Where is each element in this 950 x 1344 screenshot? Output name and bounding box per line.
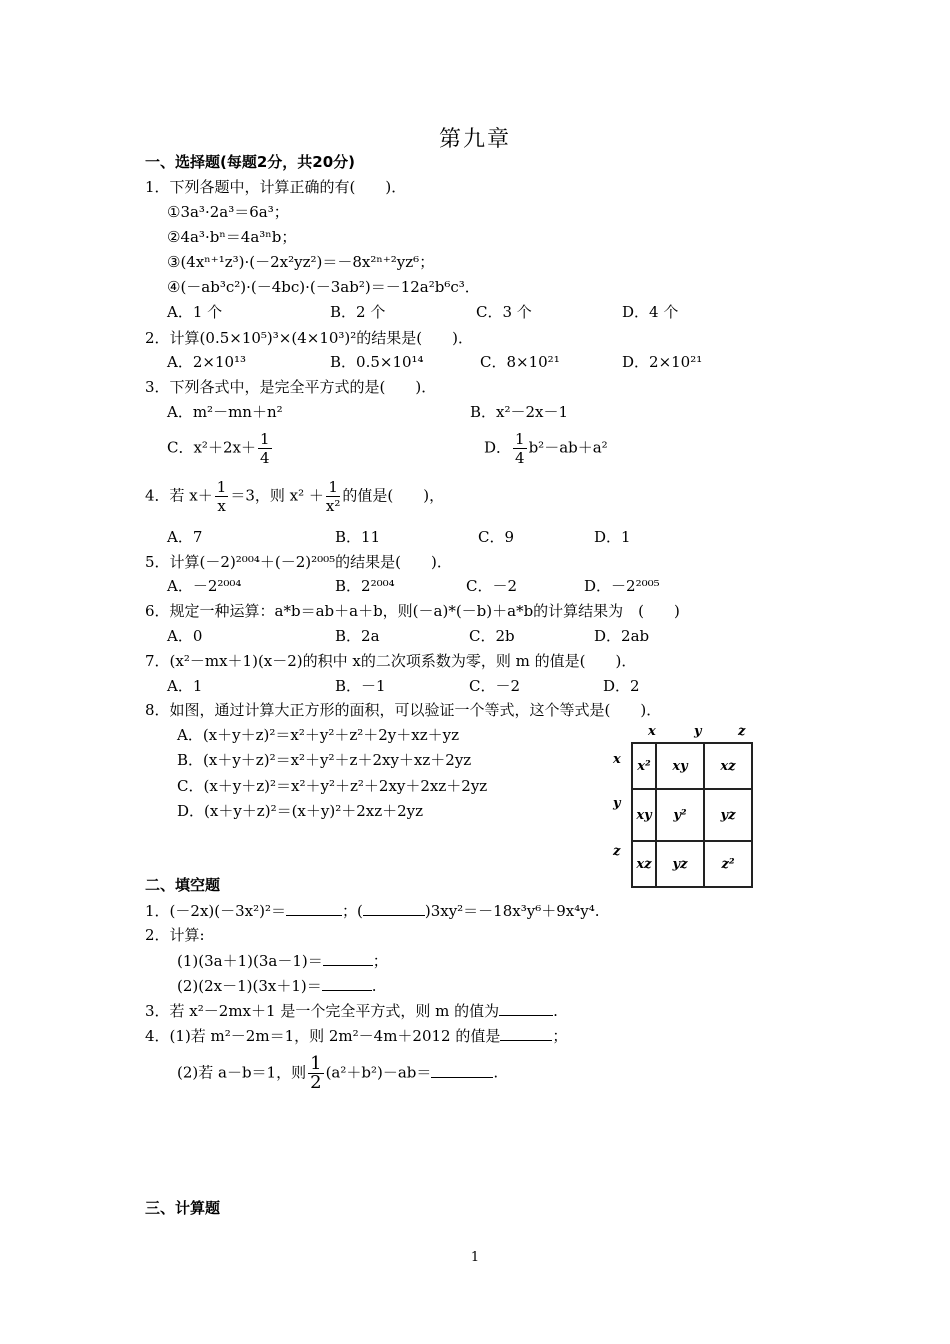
fraction-denominator: 4 (515, 449, 525, 467)
question-6-option-d: D．2ab (594, 627, 650, 645)
question-1-item-2: ②4a³·bⁿ＝4a³ⁿb； (167, 228, 297, 246)
question-5-option-a: A．－2²⁰⁰⁴ (167, 577, 242, 595)
fill-question-3-text: 3．若 x²－2mx＋1 是一个完全平方式，则 m 的值为 (145, 1002, 500, 1020)
question-2-option-a: A．2×10¹³ (167, 353, 247, 371)
question-2-option-d: D．2×10²¹ (622, 353, 703, 371)
fraction (215, 478, 229, 515)
question-1-item-3: ③(4xⁿ⁺¹z³)·(－2x²yz²)＝－8x²ⁿ⁺²yz⁶； (167, 253, 435, 271)
square-area-figure (608, 722, 778, 882)
page-number: 1 (470, 1250, 480, 1265)
figure-row-header: x (613, 752, 621, 767)
fill-question-1-part-c: )3xy²＝－18x³y⁶＋9x⁴y⁴. (424, 902, 600, 920)
fraction (258, 430, 272, 467)
figure-col-header: y (694, 724, 702, 739)
question-8-stem: 8．如图，通过计算大正方形的面积，可以验证一个等式，这个等式是( )． (145, 701, 662, 719)
figure-cell: y² (656, 789, 704, 841)
answer-blank[interactable] (500, 1025, 552, 1041)
fill-question-4-part-2 (177, 1055, 498, 1092)
section-heading-fill: 二、填空题 (145, 876, 221, 894)
fill-question-2-part-1-text: (1)(3a＋1)(3a－1)＝ (177, 952, 323, 970)
fraction-numerator: 1 (515, 430, 525, 448)
question-1-stem: 1．下列各题中，计算正确的有( )． (145, 178, 407, 196)
fraction-numerator: 1 (310, 1053, 322, 1074)
question-3-option-a: A．m²－mn＋n² (167, 403, 283, 421)
punctuation: ； (552, 1027, 568, 1045)
question-2-option-c: C．8×10²¹ (480, 353, 560, 371)
fraction-numerator: 1 (259, 430, 270, 448)
question-7-option-b: B．－1 (335, 677, 386, 695)
answer-blank[interactable] (322, 975, 372, 991)
fill-question-4-part-1 (145, 1025, 567, 1046)
fill-question-2-part-2-text: (2)(2x－1)(3x＋1)＝ (177, 977, 322, 995)
option-label: D． (484, 438, 512, 457)
fill-question-1-part-b: ；( (341, 902, 363, 920)
question-6-stem: 6．规定一种运算：a*b＝ab＋a＋b，则(－a)*(－b)＋a*b的计算结果为 ( ) (145, 602, 680, 620)
figure-cell: yz (704, 789, 752, 841)
question-4-stem-mid: ＝3，则 x² ＋ (230, 486, 324, 505)
question-6-option-a: A．0 (167, 627, 203, 645)
question-1-option-b: B．2 个 (330, 303, 386, 321)
question-1-item-4: ④(－ab³c²)·(－4bc)·(－3ab²)＝－12a²b⁶c³． (167, 278, 480, 296)
question-7-option-c: C．－2 (469, 677, 521, 695)
section-heading-calc: 三、计算题 (145, 1199, 221, 1217)
fill-question-2-part-2 (177, 975, 377, 996)
section-heading-choice: 一、选择题(每题2分，共20分) (145, 153, 356, 171)
fraction (513, 430, 527, 467)
punctuation: ； (372, 952, 388, 970)
fraction-numerator: 1 (216, 478, 227, 496)
question-3-option-b: B．x²－2x－1 (470, 403, 569, 421)
figure-cell: xy (656, 743, 704, 789)
figure-cell: xy (632, 789, 656, 841)
question-3-stem: 3．下列各式中，是完全平方式的是( )． (145, 378, 437, 396)
figure-row-header: y (613, 796, 621, 811)
question-2-option-b: B．0.5×10¹⁴ (330, 353, 424, 371)
answer-blank[interactable] (431, 1062, 493, 1078)
fill-question-1-part-a: 1．(－2x)(－3x²)²＝ (145, 902, 286, 920)
question-4-stem-prefix: 4．若 x＋ (145, 486, 213, 505)
question-1-option-a: A．1 个 (167, 303, 223, 321)
option-d-text: b²－ab＋a² (528, 438, 608, 457)
answer-blank[interactable] (323, 950, 373, 966)
fraction-numerator: 1 (326, 478, 340, 497)
question-1-option-d: D．4 个 (622, 303, 679, 321)
figure-cell: x² (632, 743, 656, 789)
question-3-option-d (484, 430, 608, 467)
question-4-option-b: B．11 (335, 528, 381, 546)
fraction (326, 478, 340, 515)
question-6-option-b: B．2a (335, 627, 380, 645)
fraction-denominator: x² (325, 497, 341, 515)
fraction-denominator: 4 (259, 449, 270, 467)
figure-cell: z² (704, 841, 752, 887)
answer-blank[interactable] (286, 900, 342, 916)
fraction-denominator: 2 (310, 1072, 322, 1093)
question-8-option-a: A．(x＋y＋z)²＝x²＋y²＋z²＋2y＋xz＋yz (177, 726, 460, 744)
question-5-option-c: C．－2 (466, 577, 518, 595)
fill-question-2-part-1 (177, 950, 388, 971)
question-4-option-c: C．9 (478, 528, 515, 546)
question-4-option-a: A．7 (167, 528, 203, 546)
question-6-option-c: C．2b (469, 627, 515, 645)
figure-grid (631, 742, 753, 888)
fill-question-4-part-1-text: 4．(1)若 m²－2m＝1，则 2m²－4m＋2012 的值是 (145, 1027, 501, 1045)
figure-col-header: z (738, 724, 746, 739)
fraction-denominator: x (217, 497, 226, 515)
figure-cell: yz (656, 841, 704, 887)
question-7-option-d: D．2 (603, 677, 640, 695)
punctuation: . (371, 977, 377, 995)
question-5-option-d: D．－2²⁰⁰⁵ (584, 577, 660, 595)
question-4-option-d: D．1 (594, 528, 631, 546)
question-7-stem: 7．(x²－mx＋1)(x－2)的积中 x的二次项系数为零，则 m 的值是( )． (145, 652, 637, 670)
question-3-option-c-text: C．x²＋2x＋ (167, 438, 256, 457)
punctuation: . (553, 1002, 558, 1020)
question-3-option-c (167, 430, 274, 467)
fill-question-2-stem: 2．计算: (145, 926, 205, 944)
answer-blank[interactable] (363, 900, 425, 916)
figure-col-header: x (648, 724, 656, 739)
figure-cell: xz (704, 743, 752, 789)
fraction (308, 1055, 323, 1092)
answer-blank[interactable] (499, 1000, 553, 1016)
figure-cell: xz (632, 841, 656, 887)
fill-question-4-part-2-prefix: (2)若 a－b＝1，则 (177, 1063, 307, 1082)
question-2-stem: 2．计算(0.5×10⁵)³×(4×10³)²的结果是( )． (145, 329, 473, 347)
page-title: 第九章 (438, 127, 511, 152)
question-8-option-c: C．(x＋y＋z)²＝x²＋y²＋z²＋2xy＋2xz＋2yz (177, 777, 488, 795)
fill-question-3 (145, 1000, 558, 1021)
fill-question-1 (145, 900, 600, 921)
punctuation: . (493, 1063, 499, 1082)
question-5-option-b: B．2²⁰⁰⁴ (335, 577, 395, 595)
question-7-option-a: A．1 (167, 677, 203, 695)
question-8-option-b: B．(x＋y＋z)²＝x²＋y²＋z＋2xy＋xz＋2yz (177, 751, 472, 769)
figure-row-header: z (613, 844, 621, 859)
question-8-option-d: D．(x＋y＋z)²＝(x＋y)²＋2xz＋2yz (177, 802, 424, 820)
question-1-item-1: ①3a³·2a³＝6a³； (167, 203, 289, 221)
question-1-option-c: C．3 个 (476, 303, 532, 321)
question-4-stem-suffix: 的值是( )， (342, 486, 445, 505)
fill-question-4-part-2-suffix: (a²＋b²)－ab＝ (325, 1063, 432, 1082)
question-4-stem (145, 478, 444, 515)
question-5-stem: 5．计算(－2)²⁰⁰⁴＋(－2)²⁰⁰⁵的结果是( )． (145, 553, 452, 571)
